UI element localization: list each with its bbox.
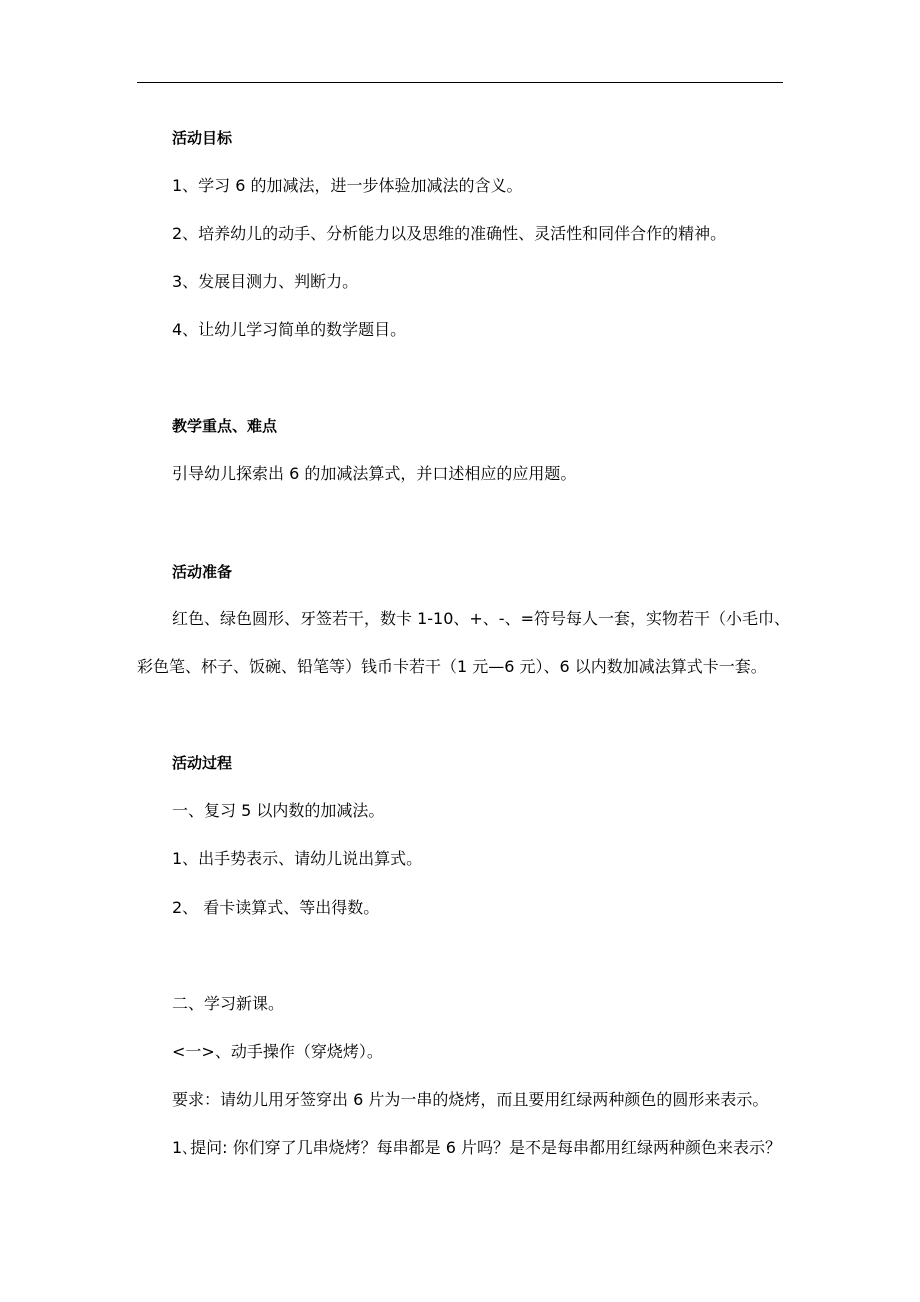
header-rule bbox=[137, 82, 783, 83]
goal-item-4: 4、让幼儿学习简单的数学题目。 bbox=[172, 320, 407, 339]
goal-item-3: 3、发展目测力、判断力。 bbox=[172, 272, 359, 291]
part1-item-2: 2、 看卡读算式、等出得数。 bbox=[172, 898, 380, 917]
preparation-line-2: 彩色笔、杯子、饭碗、铅笔等）钱币卡若干（1 元—6 元）、6 以内数加减法算式卡一套。 bbox=[137, 657, 767, 676]
part1-item-1: 1、出手势表示、请幼儿说出算式。 bbox=[172, 849, 423, 868]
goals-heading: 活动目标 bbox=[172, 129, 233, 147]
goal-item-1: 1、学习 6 的加减法，进一步体验加减法的含义。 bbox=[172, 176, 523, 195]
preparation-heading: 活动准备 bbox=[172, 563, 233, 581]
part2-requirement: 要求：请幼儿用牙签穿出 6 片为一串的烧烤，而且要用红绿两种颜色的圆形来表示。 bbox=[172, 1090, 769, 1109]
part2-title: 二、学习新课。 bbox=[172, 994, 285, 1013]
process-heading: 活动过程 bbox=[172, 754, 233, 772]
key-points-heading: 教学重点、难点 bbox=[172, 417, 278, 435]
part2-question: 1､提问: 你们穿了几串烧烤？每串都是 6 片吗？是不是每串都用红绿两种颜色来表示？ bbox=[172, 1138, 782, 1157]
preparation-line-1: 红色、绿色圆形、牙签若干，数卡 1-10、+、-、=符号每人一套，实物若干（小毛巾、 bbox=[172, 609, 790, 628]
part1-title: 一、复习 5 以内数的加减法。 bbox=[172, 801, 385, 820]
goal-item-2: 2、培养幼儿的动手、分析能力以及思维的准确性、灵活性和同伴合作的精神。 bbox=[172, 224, 727, 243]
part2-subtitle: <一>、动手操作（穿烧烤）。 bbox=[172, 1042, 383, 1061]
key-points-text: 引导幼儿探索出 6 的加减法算式，并口述相应的应用题。 bbox=[172, 464, 577, 483]
